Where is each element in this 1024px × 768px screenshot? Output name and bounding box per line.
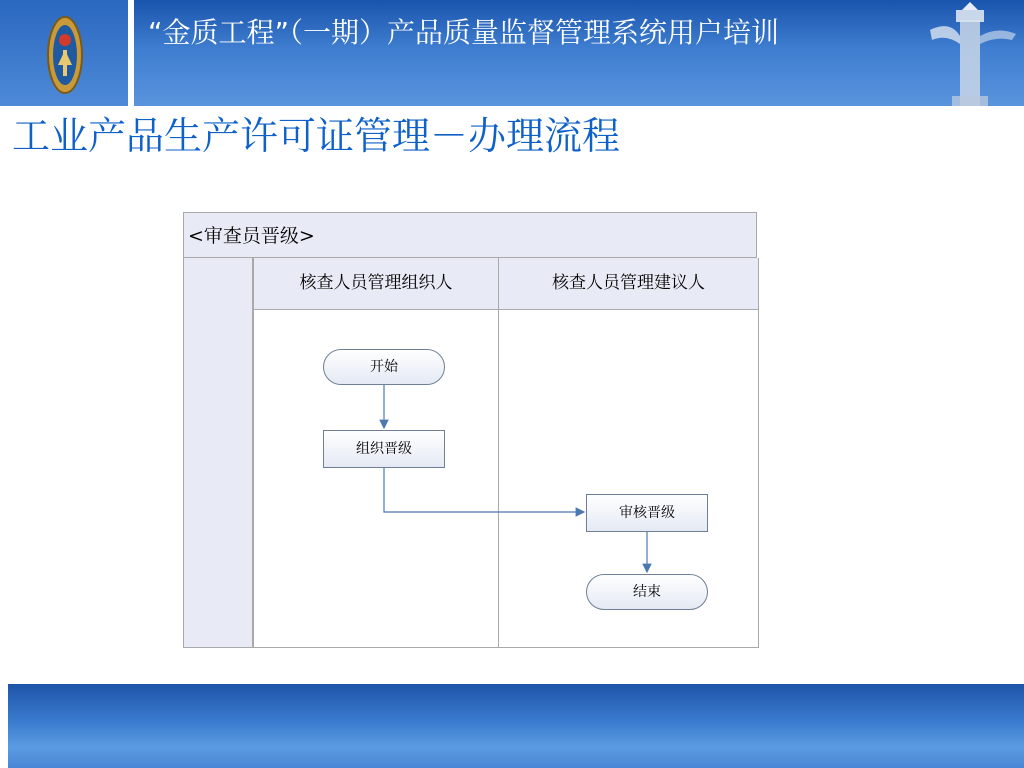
huabiao-pillar-icon: [920, 0, 1024, 106]
header-divider: [128, 0, 134, 110]
header-title: “金质工程”（一期）产品质量监督管理系统用户培训: [148, 16, 780, 49]
end-node: 结束: [586, 574, 708, 610]
organize-promotion-node: 组织晋级: [323, 430, 445, 468]
audit-promotion-node: 审核晋级: [586, 494, 708, 532]
pool-header: <审查员晋级>: [183, 212, 757, 258]
start-node: 开始: [323, 349, 445, 385]
footer-edge: [0, 684, 8, 768]
logo-area: [0, 0, 128, 110]
footer-banner: [0, 684, 1024, 768]
lane-header-advisor: 核查人员管理建议人: [498, 258, 759, 310]
emblem-logo: [46, 10, 84, 100]
lane-header-organizer: 核查人员管理组织人: [253, 258, 499, 310]
swimlane-diagram: [183, 212, 759, 648]
header-bottom-line: [0, 106, 1024, 110]
header-banner: [0, 0, 1024, 110]
arrow-organize-to-audit: [384, 468, 584, 512]
page-title: 工业产品生产许可证管理－办理流程: [12, 114, 621, 158]
